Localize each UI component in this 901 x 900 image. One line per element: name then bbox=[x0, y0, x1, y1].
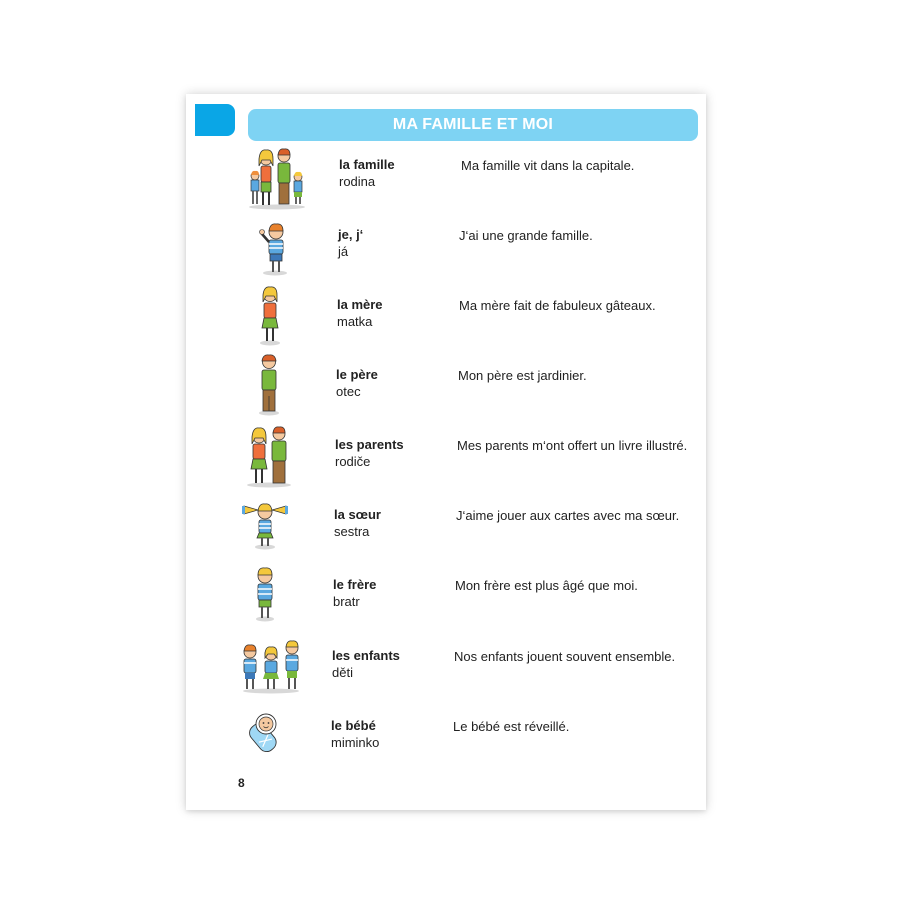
title-bar bbox=[248, 109, 698, 141]
example-sentence: Nos enfants jouent souvent ensemble. bbox=[454, 649, 676, 664]
french-word: je, j‘ bbox=[338, 227, 364, 242]
baby-icon bbox=[236, 710, 282, 756]
example-sentence: J‘ai une grande famille. bbox=[459, 228, 593, 243]
father-icon bbox=[254, 352, 284, 416]
example-sentence: Mon frère est plus âgé que moi. bbox=[455, 578, 638, 593]
czech-translation: rodiče bbox=[335, 454, 371, 469]
french-word: le père bbox=[336, 367, 378, 382]
mother-icon bbox=[255, 284, 285, 346]
french-word: la famille bbox=[339, 157, 395, 172]
example-sentence: Ma mère fait de fabuleux gâteaux. bbox=[459, 298, 656, 313]
czech-translation: já bbox=[338, 244, 349, 259]
czech-translation: děti bbox=[332, 665, 353, 680]
french-word: le frère bbox=[333, 577, 377, 592]
czech-translation: otec bbox=[336, 384, 361, 399]
example-sentence: Le bébé est réveillé. bbox=[453, 719, 570, 734]
example-sentence: Ma famille vit dans la capitale. bbox=[461, 158, 635, 173]
sister-icon bbox=[240, 500, 290, 550]
czech-translation: sestra bbox=[334, 524, 370, 539]
czech-translation: bratr bbox=[333, 594, 360, 609]
czech-translation: matka bbox=[337, 314, 373, 329]
children-icon bbox=[238, 636, 304, 694]
example-sentence: Mes parents m‘ont offert un livre illustré. bbox=[457, 438, 688, 453]
example-sentence: J‘aime jouer aux cartes avec ma sœur. bbox=[456, 508, 680, 523]
french-word: les enfants bbox=[332, 648, 400, 663]
czech-translation: rodina bbox=[339, 174, 376, 189]
french-word: la sœur bbox=[334, 507, 381, 522]
parents-icon bbox=[244, 424, 294, 488]
brother-icon bbox=[250, 564, 280, 622]
page-title: MA FAMILLE ET MOI bbox=[392, 116, 554, 133]
french-word: la mère bbox=[337, 297, 383, 312]
czech-translation: miminko bbox=[331, 735, 380, 750]
boy-waving-icon bbox=[258, 220, 292, 276]
example-sentence: Mon père est jardinier. bbox=[458, 368, 587, 383]
chapter-tab bbox=[195, 104, 235, 136]
family-icon bbox=[246, 146, 308, 210]
page-number: 8 bbox=[238, 776, 245, 790]
french-word: le bébé bbox=[331, 718, 376, 733]
french-word: les parents bbox=[335, 437, 404, 452]
